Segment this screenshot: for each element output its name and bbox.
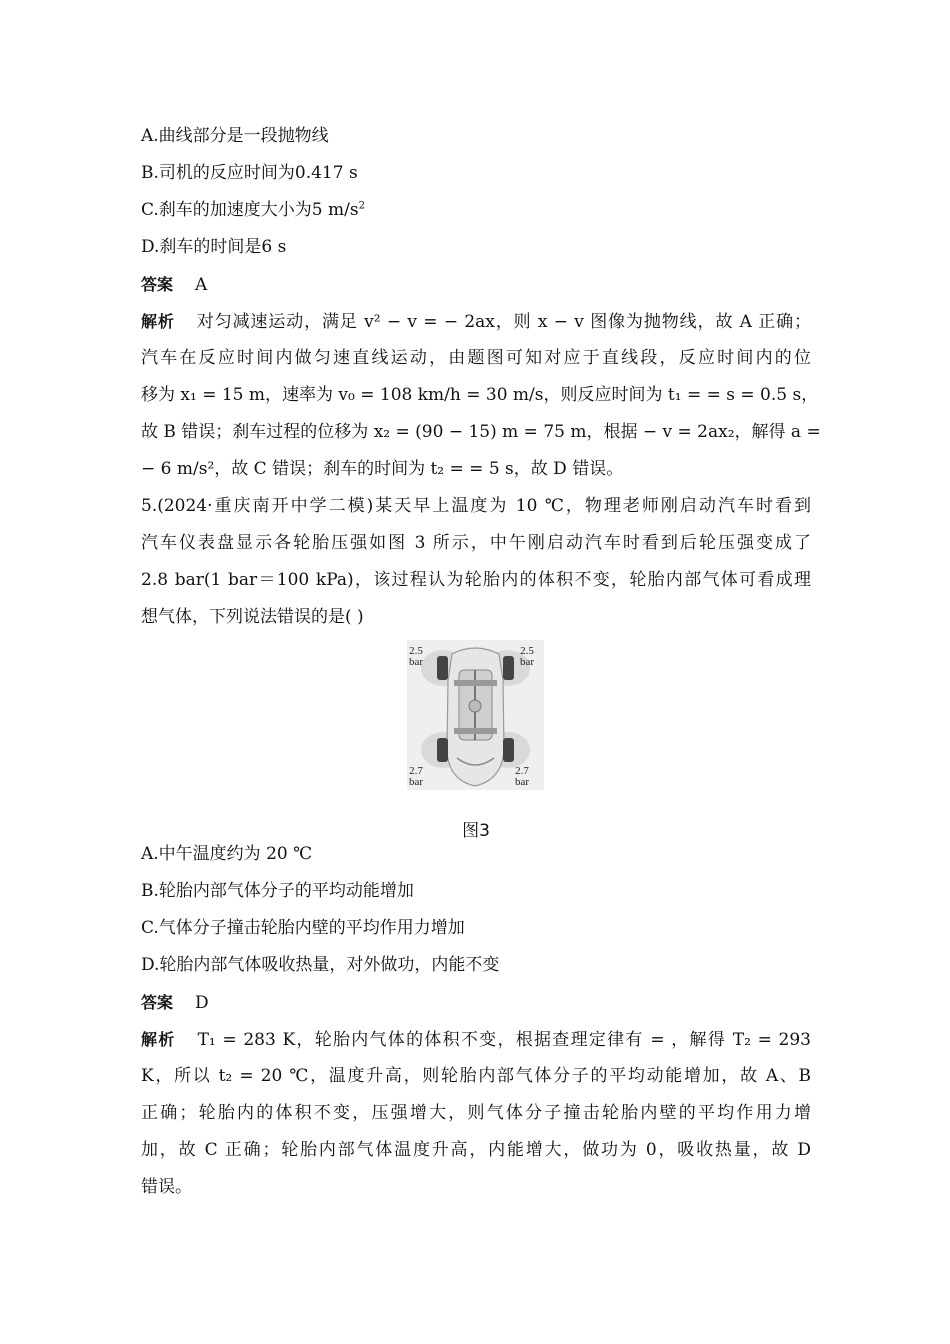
document-page [141, 118, 821, 1206]
q5-option-c: C.气体分子撞击轮胎内壁的平均作用力增加 [141, 918, 465, 938]
q5-stem-line-4: 想气体，下列说法错误的是( ) [141, 607, 364, 627]
q5-analysis-line-1: 解析 T₁ = 283 K，轮胎内气体的体积不变，根据查理定律有 = ，解得 T₂ = 293 [141, 1030, 811, 1050]
q4-analysis-line-1: 解析 对匀减速运动，满足 v² − v = − 2ax，则 x − v 图像为抛物线，故 A 正确； [141, 312, 811, 332]
q4-option-c: C.刹车的加速度大小为5 $m/s^2$ [141, 200, 365, 220]
superscript: 2 [358, 200, 365, 212]
tire-front-left-pressure: 2.5 bar [409, 645, 424, 668]
q4-analysis-line-5: − 6 m/s²，故 C 错误；刹车的时间为 t₂ = = 5 s，故 D 错误。 [141, 459, 624, 479]
tire-rear-right-pressure: 2.7 bar [515, 765, 530, 788]
q5-option-b: B.轮胎内部气体分子的平均动能增加 [141, 881, 414, 901]
q4-analysis-line-2: 汽车在反应时间内做匀速直线运动，由题图可知对应于直线段，反应时间内的位 [141, 348, 811, 368]
q5-analysis-line-4: 加，故 C 正确；轮胎内部气体温度升高，内能增大，做功为 0，吸收热量，故 D [141, 1140, 811, 1160]
q4-analysis-line-4: 故 B 错误；刹车过程的位移为 x₂ = (90 − 15) m = 75 m，根据 − v = 2ax₂，解得 a = [141, 422, 821, 442]
q4-analysis-line-3: 移为 x₁ = 15 m，速率为 v₀ = 108 km/h = 30 m/s，则反应时间为 t₁ = = s = 0.5 s， [141, 385, 819, 405]
q5-option-d: D.轮胎内部气体吸收热量，对外做功，内能不变 [141, 955, 500, 975]
q5-answer [141, 984, 811, 1021]
tire-front-right-pressure: 2.5 bar [520, 645, 535, 668]
q5-stem-line-1: 5.(2024·重庆南开中学二模)某天早上温度为 10 ℃，物理老师刚启动汽车时看到 [141, 496, 811, 516]
answer-value: D [195, 993, 209, 1013]
answer-label: 答案 [141, 993, 174, 1012]
q5-analysis-line-3: 正确；轮胎内的体积不变，压强增大，则气体分子撞击轮胎内壁的平均作用力增 [141, 1103, 811, 1123]
answer-label: 答案 [141, 275, 174, 294]
q4-option-a: A.曲线部分是一段抛物线 [141, 126, 329, 146]
answer-value: A [195, 275, 208, 295]
q5-analysis-line-5: 错误。 [141, 1177, 192, 1197]
q5-stem-line-2: 汽车仪表盘显示各轮胎压强如图 3 所示，中午刚启动汽车时看到后轮压强变成了 [141, 533, 811, 553]
q5-option-a: A.中午温度约为 20 ℃ [141, 844, 313, 864]
q4-option-d: D.刹车的时间是6 s [141, 237, 287, 257]
analysis-label: 解析 [141, 312, 175, 331]
analysis-label: 解析 [141, 1030, 176, 1049]
figure-3 [141, 636, 811, 841]
q5-stem-line-3: 2.8 bar(1 bar＝100 kPa)，该过程认为轮胎内的体积不变，轮胎内部气体可看成理 [141, 570, 811, 590]
tire-rear-left-pressure: 2.7 bar [409, 765, 424, 788]
figure-caption: 图3 [462, 821, 490, 841]
q4-option-b: B.司机的反应时间为0.417 s [141, 163, 358, 183]
q4-answer [141, 266, 811, 303]
q5-analysis-line-2: K，所以 t₂ = 20 ℃，温度升高，则轮胎内部气体分子的平均动能增加，故 A、B [141, 1066, 811, 1086]
